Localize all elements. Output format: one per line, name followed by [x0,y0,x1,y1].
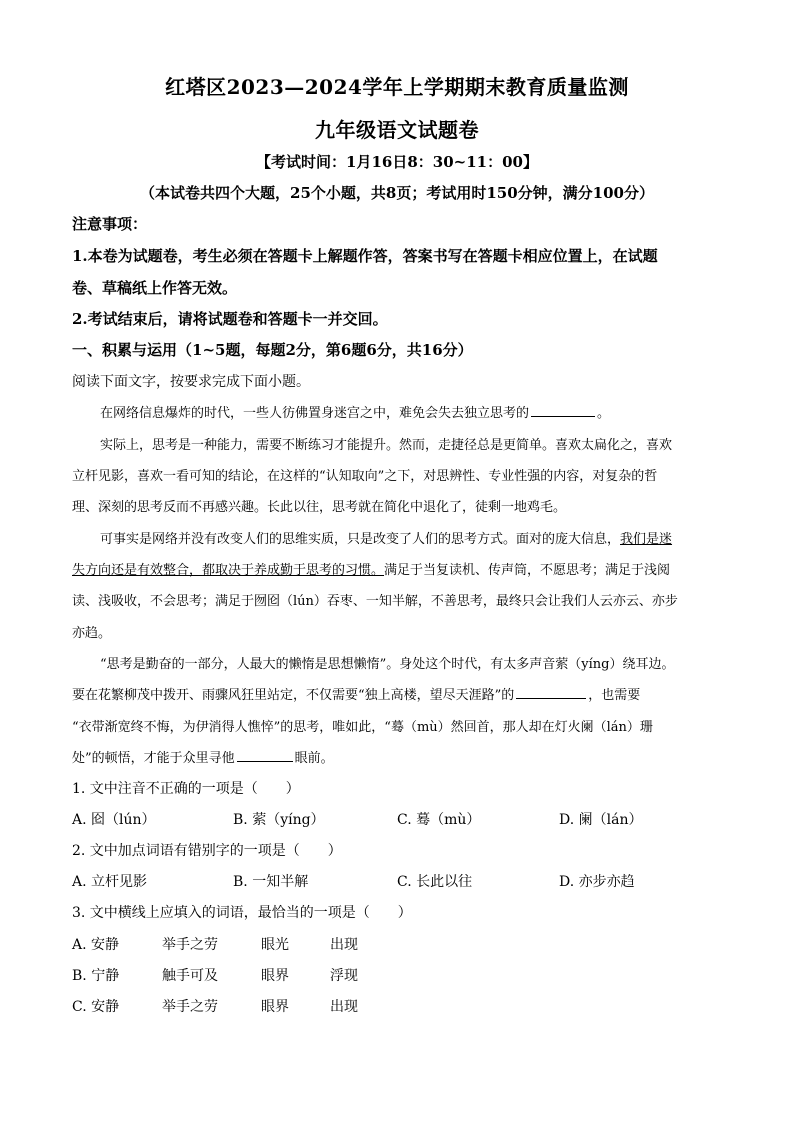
passage-text: 眼前。 [294,751,334,766]
passage-text: ，也需要 [588,688,641,703]
passage-paragraph-2-line-2: 立杆见影，喜欢一看可知的结论，在这样的“认知取向”之下，对思辨性、专业性强的内容，对复杂的哲 [72,469,658,484]
passage-paragraph-3-line-2 [72,559,670,578]
question-2-option-a[interactable]: A. 立杆见影 [72,874,148,890]
option-cell: B. 宁静 [72,968,120,984]
passage-paragraph-3-line-3: 读、浅吸收，不会思考；满足于囫囵（lún）吞枣、一知半解，不善思考，最终只会让我们人云亦云、亦步 [72,594,678,609]
option-cell: 眼界 [261,968,289,984]
passage-paragraph-2-line-3: 理、深刻的思考反而不再感兴趣。长此以往，思考就在简化中退化了，徒剩一地鸡毛。 [72,500,567,515]
notice-item-1: 1.本卷为试题卷，考生必须在答题卡上解题作答，答案书写在答题卡相应位置上，在试题 [72,247,658,265]
underlined-sentence: 失方向还是有效整合， [72,563,203,578]
exam-title: 红塔区2023—2024学年上学期期末教育质量监测 [165,75,629,99]
option-cell: 举手之劳 [162,937,218,953]
option-cell: 浮现 [330,968,358,984]
option-cell: 眼界 [261,999,289,1015]
passage-paragraph-4-line-2 [72,684,640,703]
section-1-heading: 一、积累与运用（1~5题，每题2分，第6题6分，共16分） [72,341,473,359]
option-cell: A. 安静 [72,937,120,953]
option-cell: 出现 [330,999,358,1015]
section-1-instruction: 阅读下面文字，按要求完成下面小题。 [72,374,310,390]
passage-text: 满足于当复读机、传声筒，不愿思考；满足于浅阅 [384,563,671,578]
question-2-option-b[interactable]: B. 一知半解 [233,874,309,890]
notice-item-1-cont: 卷、草稿纸上作答无效。 [72,279,238,297]
question-1-option-b[interactable]: B. 萦（yíng） [233,812,325,828]
notice-item-2: 2.考试结束后，请将试题卷和答题卡一并交回。 [72,310,388,328]
fill-blank-2 [516,686,586,699]
exam-time: 【考试时间：1月16日8：30~11：00】 [256,153,538,171]
fill-blank-1 [531,404,595,417]
passage-text: 。 [597,406,611,421]
passage-text: 可事实是网络并没有改变人们的思维实质，只是改变了人们的思考方式。面对的庞大信息， [100,532,621,547]
fill-blank-3 [237,749,293,762]
option-cell: 眼光 [261,937,289,953]
question-2-option-d[interactable]: D. 亦步亦趋 [559,874,635,890]
question-1-option-c[interactable]: C. 蓦（mù） [397,812,481,828]
question-3-stem: 3. 文中横线上应填入的词语，最恰当的一项是（ ） [72,905,412,921]
notice-heading: 注意事项： [72,215,148,233]
passage-paragraph-4: “思考是勤奋的一部分，人最大的懒惰是思想懒惰”。身处这个时代，有太多声音萦（yíng）绕耳边。 [100,657,675,672]
question-1-stem: 1. 文中注音不正确的一项是（ ） [72,781,300,797]
passage-paragraph-4-line-4 [72,747,334,766]
option-cell: 出现 [330,937,358,953]
option-cell: 触手可及 [162,968,218,984]
question-1-option-a[interactable]: A. 囵（lún） [72,812,156,828]
passage-text: 在网络信息爆炸的时代，一些人彷佛置身迷宫之中，难免会失去独立思考的 [100,406,530,421]
passage-paragraph-3-line-4: 亦趋。 [72,626,112,641]
exam-info: （本试卷共四个大题，25个小题，共8页；考试用时150分钟，满分100分） [140,184,654,202]
underlined-sentence: 都取决于养成勤于思考的习惯。 [202,563,385,578]
exam-subtitle: 九年级语文试题卷 [315,118,479,142]
passage-paragraph-4-line-3: “衣带渐宽终不悔，为伊消得人憔悴”的思考，唯如此，“蓦（mù）然回首，那人却在灯火阑（lán）珊 [72,720,653,735]
passage-text: 处”的顿悟，才能于众里寻他 [72,751,235,766]
option-cell: 举手之劳 [162,999,218,1015]
underlined-sentence: 我们是迷 [620,532,673,547]
question-2-stem: 2. 文中加点词语有错别字的一项是（ ） [72,843,342,859]
option-cell: C. 安静 [72,999,120,1015]
question-1-option-d[interactable]: D. 阑（lán） [559,812,643,828]
passage-text: 要在花繁柳茂中拨开、雨骤风狂里站定，不仅需要“独上高楼，望尽天涯路”的 [72,688,515,703]
passage-paragraph-1 [100,402,610,421]
passage-paragraph-2: 实际上，思考是一种能力，需要不断练习才能提升。然而，走捷径总是更简单。喜欢太扁化之，喜欢 [100,438,673,453]
question-2-option-c[interactable]: C. 长此以往 [397,874,473,890]
passage-paragraph-3 [100,528,672,547]
